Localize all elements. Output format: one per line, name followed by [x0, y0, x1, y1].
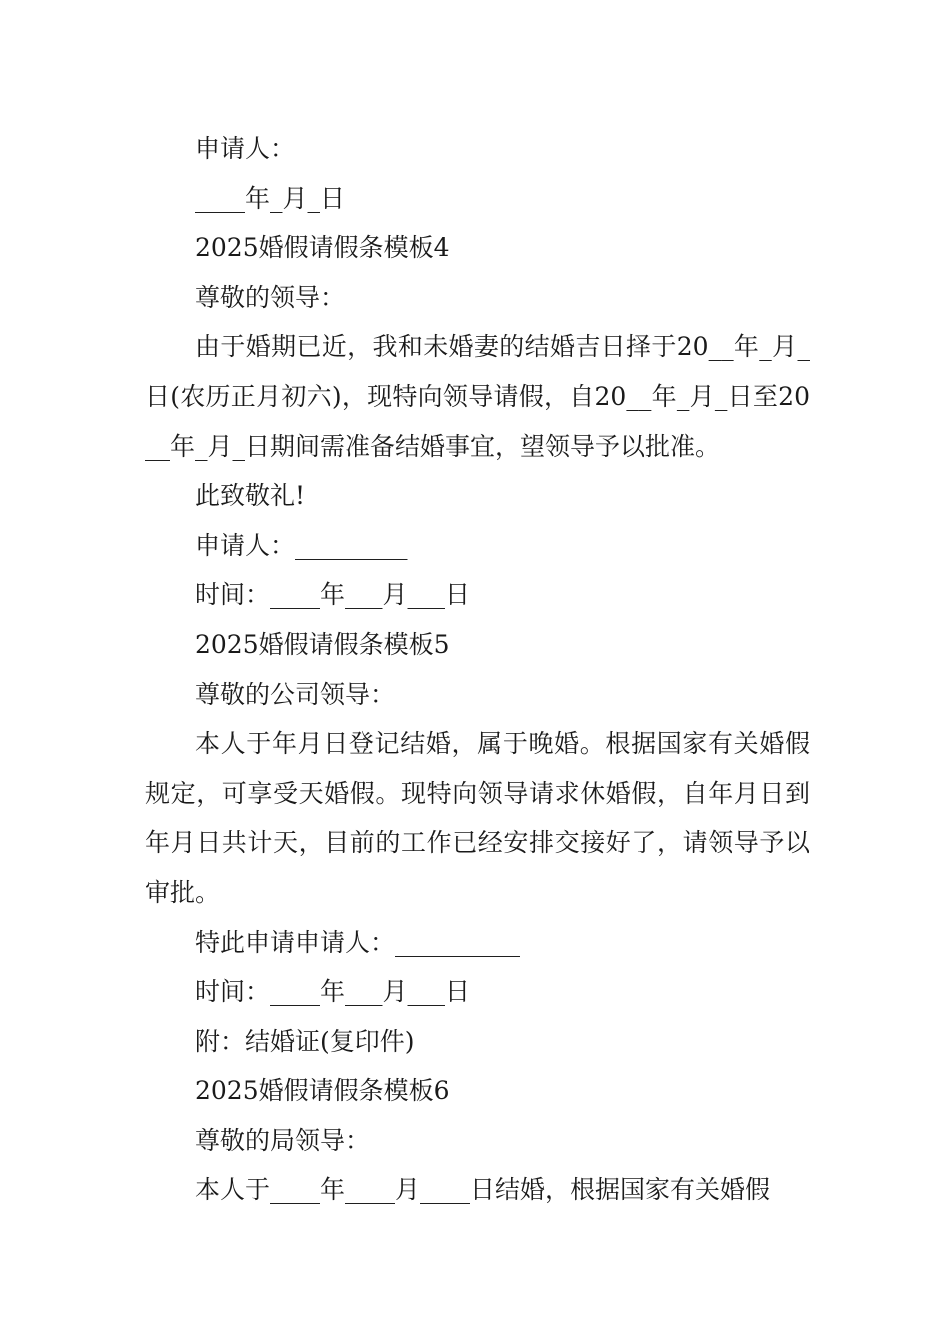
document-body — [145, 124, 810, 1215]
applicant-line: 申请人： — [195, 134, 296, 163]
date-line: 时间：____年___月___日 — [195, 580, 471, 610]
date-line: ____年_月_日 — [195, 183, 346, 213]
applicant-line: 申请人：_________ — [195, 530, 408, 560]
applicant-line: 特此申请申请人：__________ — [195, 927, 521, 957]
body-paragraph: 本人于____年____月____日结婚，根据国家有关婚假 — [195, 1175, 771, 1205]
date-line: 时间：____年___月___日 — [195, 977, 471, 1007]
attachment-line: 附：结婚证(复印件) — [195, 1026, 415, 1056]
template-4-heading: 2025婚假请假条模板4 — [195, 233, 450, 263]
template-6-heading: 2025婚假请假条模板6 — [195, 1076, 450, 1106]
closing: 此致敬礼! — [195, 481, 306, 511]
body-paragraph: 由于婚期已近，我和未婚妻的结婚吉日择于20__年_月_日(农历正月初六)，现特向领导请假，自20__年_月_日至20__年_月_日期间需准备结婚事宜，望领导予以批准。 — [145, 332, 810, 461]
salutation: 尊敬的公司领导： — [195, 679, 396, 709]
template-5-heading: 2025婚假请假条模板5 — [195, 629, 450, 659]
salutation: 尊敬的领导： — [195, 282, 346, 312]
salutation: 尊敬的局领导： — [195, 1125, 371, 1155]
body-paragraph: 本人于年月日登记结婚，属于晚婚。根据国家有关婚假规定，可享受天婚假。现特向领导请求休婚假，自年月日到年月日共计天，目前的工作已经安排交接好了，请领导予以审批。 — [145, 729, 810, 907]
